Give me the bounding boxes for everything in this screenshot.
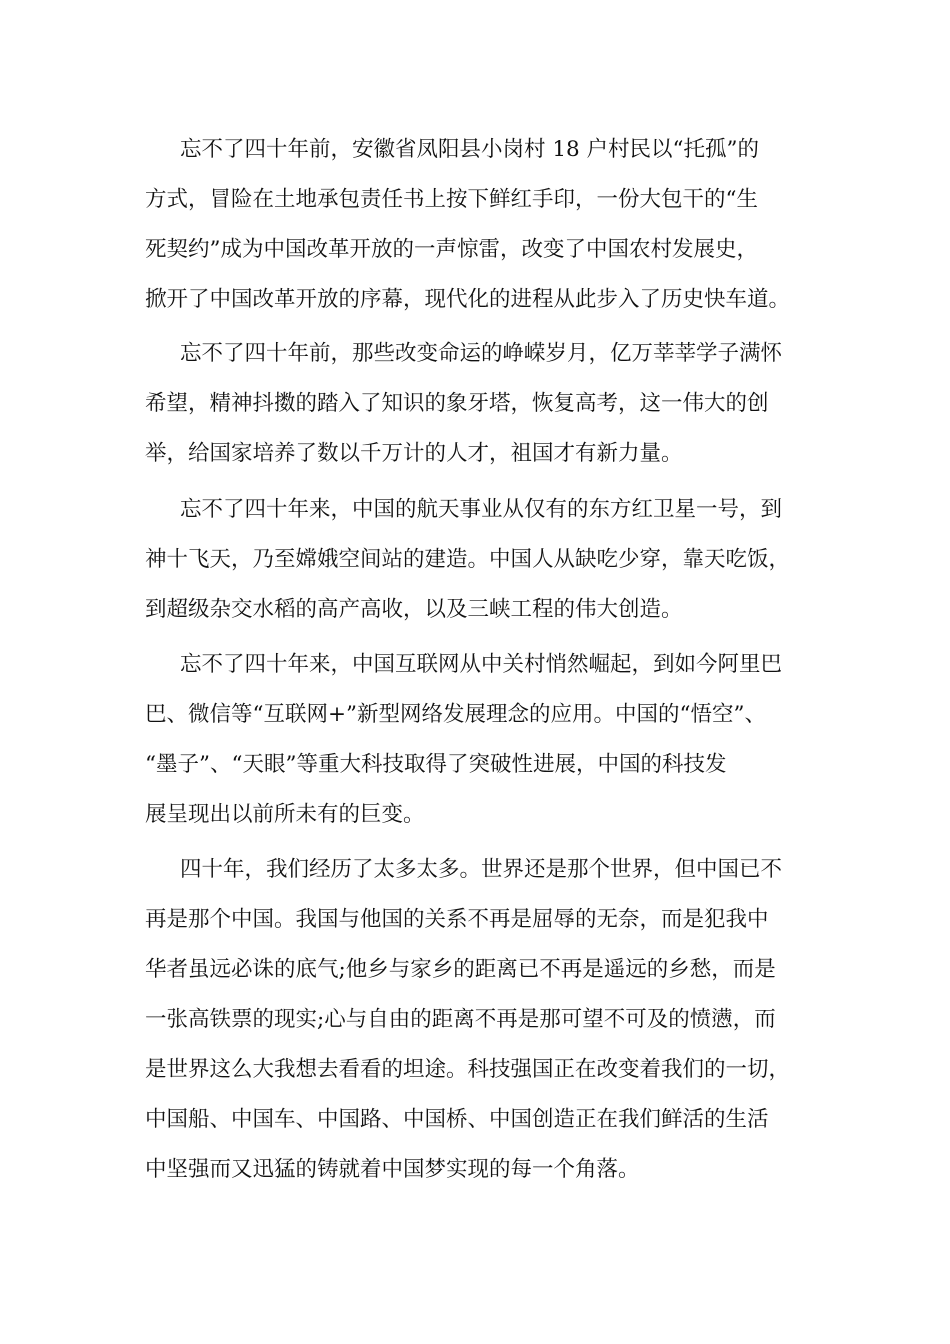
text-line: 到超级杂交水稻的高产高收，以及三峡工程的伟大创造。 xyxy=(145,597,683,622)
text-line: 神十飞天，乃至嫦娥空间站的建造。中国人从缺吃少穿，靠天吃饭， xyxy=(145,547,791,572)
text-line: 忘不了四十年前，安徽省凤阳县小岗村 18 户村民以“托孤”的 xyxy=(180,137,760,162)
text-line: 华者虽远必诛的底气;他乡与家乡的距离已不再是遥远的乡愁，而是 xyxy=(145,957,776,982)
text-line: 忘不了四十年来，中国互联网从中关村悄然崛起，到如今阿里巴 xyxy=(180,652,783,677)
text-line: 展呈现出以前所未有的巨变。 xyxy=(145,802,425,827)
text-line: 一张高铁票的现实;心与自由的距离不再是那可望不可及的愤懑，而 xyxy=(145,1007,776,1032)
text-line: “墨子”、“天眼”等重大科技取得了突破性进展，中国的科技发 xyxy=(145,752,727,777)
text-line: 死契约”成为中国改革开放的一声惊雷，改变了中国农村发展史， xyxy=(145,237,758,262)
text-line: 忘不了四十年前，那些改变命运的峥嵘岁月，亿万莘莘学子满怀 xyxy=(180,341,783,366)
text-line: 掀开了中国改革开放的序幕，现代化的进程从此步入了历史快车道。 xyxy=(145,287,791,312)
text-line: 是世界这么大我想去看看的坦途。科技强国正在改变着我们的一切， xyxy=(145,1057,791,1082)
text-line: 中坚强而又迅猛的铸就着中国梦实现的每一个角落。 xyxy=(145,1157,640,1182)
text-line: 再是那个中国。我国与他国的关系不再是屈辱的无奈，而是犯我中 xyxy=(145,907,769,932)
text-line: 巴、微信等“互联网+”新型网络发展理念的应用。中国的“悟空”、 xyxy=(145,702,766,727)
text-line: 中国船、中国车、中国路、中国桥、中国创造正在我们鲜活的生活 xyxy=(145,1107,769,1132)
text-line: 忘不了四十年来，中国的航天事业从仅有的东方红卫星一号，到 xyxy=(180,497,783,522)
text-line: 方式，冒险在土地承包责任书上按下鲜红手印，一份大包干的“生 xyxy=(145,187,758,212)
text-line: 四十年，我们经历了太多太多。世界还是那个世界，但中国已不 xyxy=(180,857,783,882)
text-line: 希望，精神抖擞的踏入了知识的象牙塔，恢复高考，这一伟大的创 xyxy=(145,391,769,416)
text-line: 举，给国家培养了数以千万计的人才，祖国才有新力量。 xyxy=(145,441,683,466)
